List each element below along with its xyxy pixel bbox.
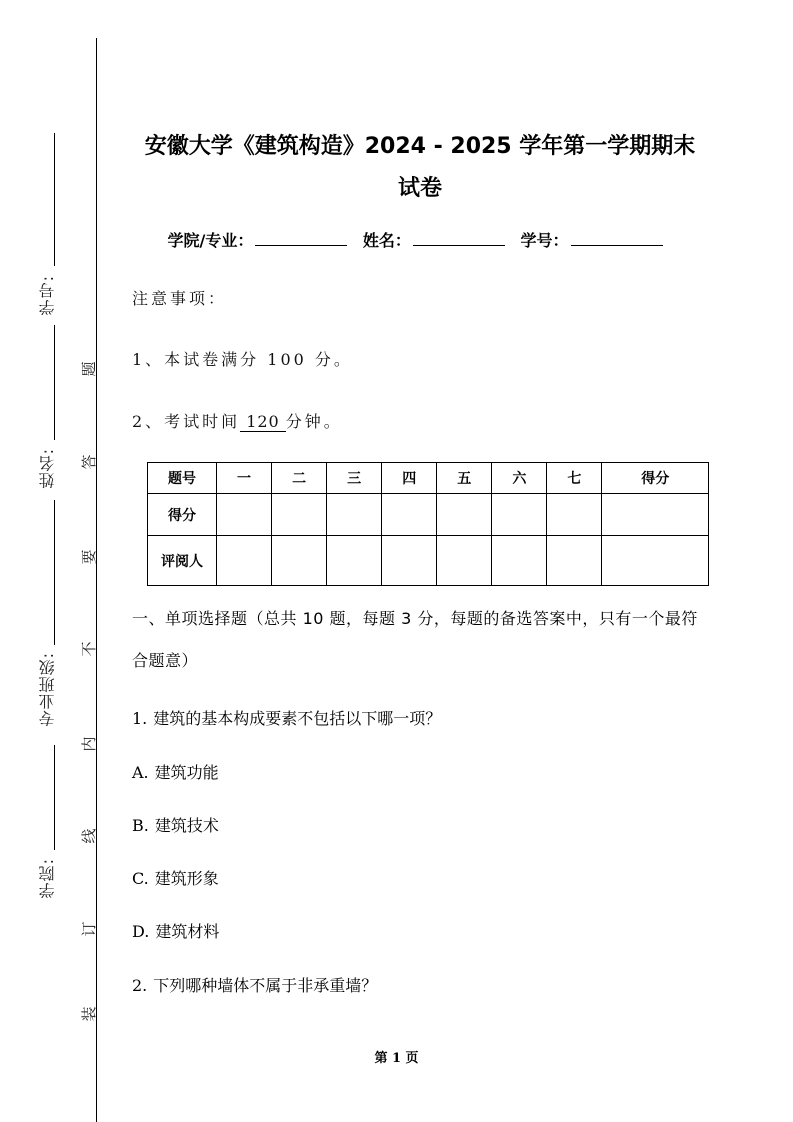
grader-cell[interactable] (547, 536, 602, 586)
note-item-1: 1、本试卷满分 100 分。 (132, 350, 353, 369)
student-info-line (120, 228, 720, 251)
score-table (147, 462, 709, 586)
row-label: 评阅人 (148, 536, 217, 586)
score-cell[interactable] (327, 494, 382, 536)
seal-char: 答 (80, 454, 98, 470)
note-item-2-suffix: 分钟。 (285, 412, 343, 431)
grader-cell[interactable] (382, 536, 437, 586)
grader-cell[interactable] (217, 536, 272, 586)
table-header-cell: 七 (547, 463, 602, 494)
question-number: 2. (132, 976, 148, 995)
table-row-score (148, 494, 709, 536)
seal-char: 内 (80, 736, 98, 752)
score-cell[interactable] (602, 494, 709, 536)
option-text: 建筑功能 (154, 763, 219, 782)
name-label: 姓名： (362, 231, 411, 250)
option-key: D. (132, 922, 150, 941)
grader-cell[interactable] (492, 536, 547, 586)
question-text: 下列哪种墙体不属于非承重墙？ (153, 976, 378, 995)
grader-cell[interactable] (602, 536, 709, 586)
student-id-blank[interactable] (571, 231, 663, 246)
exam-title-line1: 安徽大学《建筑构造》2024 - 2025 学年第一学期期末 (144, 134, 696, 159)
question-1 (132, 706, 441, 729)
notes-heading: 注意事项： (132, 289, 228, 308)
note-item-2 (132, 409, 343, 432)
seal-char: 题 (80, 361, 98, 377)
section-1-heading: 一、单项选择题（总共 10 题，每题 3 分，每题的备选答案中，只有一个最符合题意） (132, 609, 698, 670)
option-text: 建筑材料 (155, 922, 220, 941)
option-key: B. (132, 816, 149, 835)
exam-title-line2: 试卷 (397, 176, 442, 201)
row-label: 得分 (148, 494, 217, 536)
option-a[interactable] (132, 760, 219, 783)
option-c[interactable] (132, 866, 219, 889)
seal-char: 装 (80, 1006, 98, 1022)
page-number: 第 1 页 (374, 1051, 419, 1066)
option-text: 建筑形象 (154, 869, 219, 888)
option-b[interactable] (132, 813, 219, 836)
seal-char: 不 (80, 641, 98, 657)
table-header-cell: 四 (382, 463, 437, 494)
question-text: 建筑的基本构成要素不包括以下哪一项？ (153, 709, 442, 728)
score-cell[interactable] (272, 494, 327, 536)
college-major-label: 学院/专业： (167, 231, 254, 250)
field-line-segment (54, 745, 55, 850)
student-id-label: 学号： (520, 231, 569, 250)
table-header-cell: 题号 (148, 463, 217, 494)
score-cell[interactable] (217, 494, 272, 536)
seal-char: 线 (80, 828, 98, 844)
table-header-cell: 得分 (602, 463, 709, 494)
question-2 (132, 973, 377, 996)
seal-char: 要 (80, 549, 98, 565)
field-line-segment (54, 500, 55, 645)
grader-cell[interactable] (272, 536, 327, 586)
table-header-cell: 五 (437, 463, 492, 494)
table-header-cell: 二 (272, 463, 327, 494)
margin-field-college: 学院: (38, 858, 57, 899)
option-key: A. (132, 763, 149, 782)
margin-field-student-id: 学号: (38, 275, 57, 316)
note-item-2-prefix: 2、考试时间 (132, 412, 241, 431)
table-header-cell: 三 (327, 463, 382, 494)
grader-cell[interactable] (327, 536, 382, 586)
option-key: C. (132, 869, 149, 888)
binding-line (96, 38, 97, 1122)
table-header-cell: 一 (217, 463, 272, 494)
seal-char: 订 (80, 921, 98, 937)
margin-field-class: 专业班级: (38, 652, 57, 727)
college-major-blank[interactable] (255, 231, 347, 246)
field-line-segment (54, 133, 55, 266)
name-blank[interactable] (413, 231, 505, 246)
question-number: 1. (132, 709, 148, 728)
table-header-cell: 六 (492, 463, 547, 494)
margin-field-name: 姓名: (38, 448, 57, 489)
exam-duration-value: 120 (240, 412, 286, 432)
field-line-segment (54, 325, 55, 440)
option-d[interactable] (132, 919, 219, 942)
score-cell[interactable] (547, 494, 602, 536)
score-cell[interactable] (382, 494, 437, 536)
option-text: 建筑技术 (154, 816, 219, 835)
score-cell[interactable] (492, 494, 547, 536)
table-header-row (148, 463, 709, 494)
table-row-grader (148, 536, 709, 586)
grader-cell[interactable] (437, 536, 492, 586)
score-cell[interactable] (437, 494, 492, 536)
